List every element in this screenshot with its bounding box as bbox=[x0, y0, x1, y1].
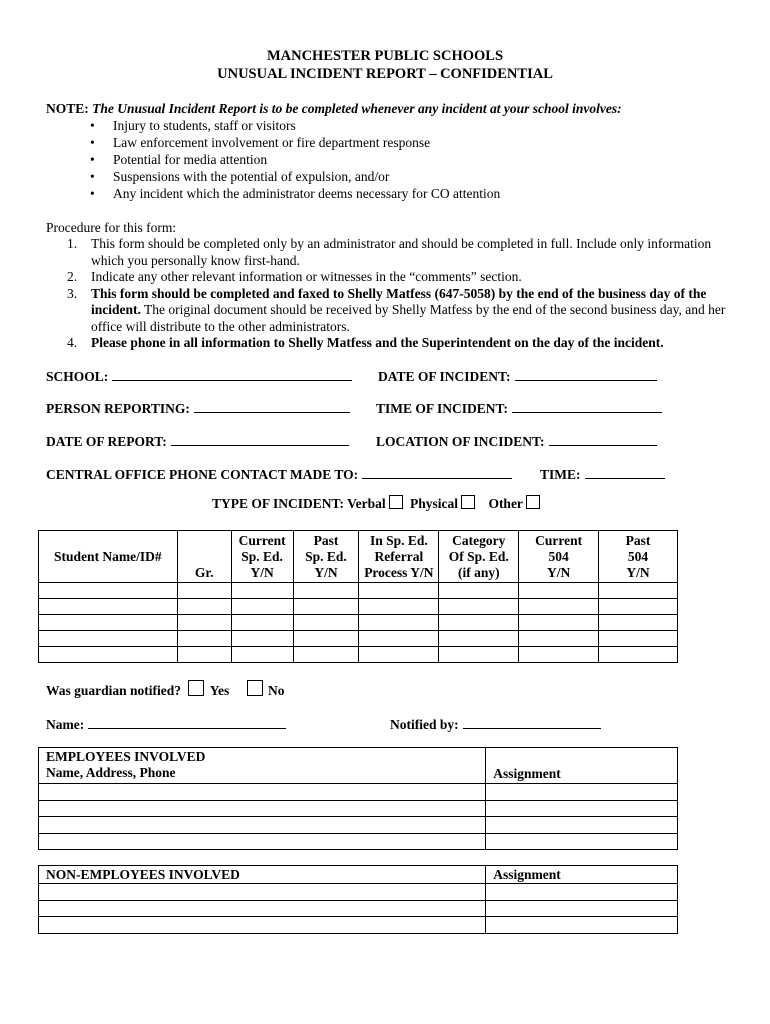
header-line-1: MANCHESTER PUBLIC SCHOOLS bbox=[266, 48, 504, 64]
table-cell[interactable] bbox=[439, 615, 519, 631]
note-bullet: • Suspensions with the potential of expulsion, and/or bbox=[90, 168, 500, 185]
person-reporting-field bbox=[46, 400, 350, 417]
table-cell[interactable] bbox=[519, 615, 599, 631]
table-cell[interactable] bbox=[439, 647, 519, 663]
note-bullets bbox=[90, 117, 500, 202]
table-cell[interactable] bbox=[231, 583, 293, 599]
table-cell[interactable] bbox=[231, 615, 293, 631]
table-cell[interactable] bbox=[519, 647, 599, 663]
time-of-incident-label: TIME OF INCIDENT: bbox=[376, 401, 509, 416]
date-of-incident-label: DATE OF INCIDENT: bbox=[378, 369, 511, 384]
notified-by-input-line[interactable] bbox=[463, 716, 601, 729]
school-input-line[interactable] bbox=[112, 368, 352, 381]
incident-type-verbal: Verbal bbox=[347, 496, 386, 511]
employees-table bbox=[38, 747, 678, 850]
header-line-2: UNUSUAL INCIDENT REPORT – CONFIDENTIAL bbox=[217, 66, 553, 82]
table-cell[interactable] bbox=[486, 833, 678, 850]
employees-title-cell bbox=[39, 748, 486, 784]
table-cell[interactable] bbox=[439, 599, 519, 615]
table-row bbox=[39, 817, 678, 834]
table-cell[interactable] bbox=[486, 800, 678, 817]
header-current-504: Current 504 Y/N bbox=[519, 531, 599, 583]
note-bullet: • Any incident which the administrator deems necessary for CO attention bbox=[90, 185, 500, 202]
table-cell[interactable] bbox=[39, 647, 178, 663]
table-cell[interactable] bbox=[599, 615, 678, 631]
table-cell[interactable] bbox=[486, 900, 678, 917]
notified-by-field bbox=[390, 716, 601, 733]
step-number: 4. bbox=[67, 335, 78, 350]
table-row bbox=[39, 884, 678, 901]
central-office-input-line[interactable] bbox=[362, 466, 512, 479]
central-office-field bbox=[46, 466, 512, 483]
table-row bbox=[39, 800, 678, 817]
table-cell[interactable] bbox=[486, 817, 678, 834]
step-text: This form should be completed only by an administrator and should be completed in full. Include only information which you personally know first-hand. bbox=[91, 236, 712, 268]
note-text: The Unusual Incident Report is to be completed whenever any incident at your school involves: bbox=[92, 101, 622, 116]
student-table bbox=[38, 530, 678, 663]
location-of-incident-input-line[interactable] bbox=[549, 433, 657, 446]
non-employees-assignment-header: Assignment bbox=[486, 866, 678, 884]
table-cell[interactable] bbox=[359, 631, 439, 647]
table-cell[interactable] bbox=[519, 583, 599, 599]
table-cell[interactable] bbox=[293, 615, 359, 631]
physical-checkbox[interactable] bbox=[461, 495, 475, 509]
table-cell[interactable] bbox=[39, 784, 486, 801]
table-cell[interactable] bbox=[359, 615, 439, 631]
non-employees-header bbox=[39, 866, 678, 884]
step-number: 1. bbox=[67, 236, 78, 251]
table-cell[interactable] bbox=[177, 647, 231, 663]
employees-assignment-header: Assignment bbox=[486, 748, 678, 784]
location-of-incident-label: LOCATION OF INCIDENT: bbox=[376, 434, 545, 449]
central-office-label: CENTRAL OFFICE PHONE CONTACT MADE TO: bbox=[46, 467, 359, 482]
student-table-header bbox=[39, 531, 678, 583]
procedure-step bbox=[67, 286, 732, 336]
table-cell[interactable] bbox=[39, 599, 178, 615]
note bbox=[46, 101, 622, 117]
procedure-step bbox=[67, 335, 732, 352]
table-cell[interactable] bbox=[39, 631, 178, 647]
header-grade: Gr. bbox=[177, 531, 231, 583]
other-checkbox[interactable] bbox=[526, 495, 540, 509]
procedure-steps bbox=[67, 236, 732, 352]
person-reporting-label: PERSON REPORTING: bbox=[46, 401, 190, 416]
time-of-incident-input-line[interactable] bbox=[512, 400, 662, 413]
date-of-report-field bbox=[46, 433, 349, 450]
table-cell[interactable] bbox=[39, 900, 486, 917]
step-number: 3. bbox=[67, 285, 78, 301]
note-label: NOTE: bbox=[46, 101, 89, 116]
table-cell[interactable] bbox=[39, 817, 486, 834]
table-cell[interactable] bbox=[231, 599, 293, 615]
note-bullet: • Injury to students, staff or visitors bbox=[90, 117, 500, 134]
table-row bbox=[39, 599, 678, 615]
table-cell[interactable] bbox=[519, 631, 599, 647]
table-cell[interactable] bbox=[177, 583, 231, 599]
procedure-step bbox=[67, 236, 732, 269]
employees-title: EMPLOYEES INVOLVED bbox=[46, 749, 206, 764]
incident-type-other: Other bbox=[488, 496, 523, 511]
date-of-report-input-line[interactable] bbox=[171, 433, 349, 446]
header-past-504: Past 504 Y/N bbox=[599, 531, 678, 583]
step-number: 2. bbox=[67, 269, 78, 284]
date-of-incident-input-line[interactable] bbox=[515, 368, 657, 381]
table-cell[interactable] bbox=[231, 631, 293, 647]
person-reporting-input-line[interactable] bbox=[194, 400, 350, 413]
note-bullet: • Potential for media attention bbox=[90, 151, 500, 168]
header-student-name: Student Name/ID# bbox=[39, 531, 178, 583]
table-cell[interactable] bbox=[293, 583, 359, 599]
table-cell[interactable] bbox=[39, 800, 486, 817]
verbal-checkbox[interactable] bbox=[389, 495, 403, 509]
employees-header bbox=[39, 748, 678, 784]
incident-type-label: TYPE OF INCIDENT: bbox=[212, 496, 345, 511]
location-of-incident-field bbox=[376, 433, 657, 450]
header-past-sped: Past Sp. Ed. Y/N bbox=[293, 531, 359, 583]
non-employees-title: NON-EMPLOYEES INVOLVED bbox=[39, 866, 486, 884]
guardian-name-input-line[interactable] bbox=[88, 716, 286, 729]
table-row bbox=[39, 583, 678, 599]
procedure-title: Procedure for this form: bbox=[46, 220, 177, 235]
table-row bbox=[39, 615, 678, 631]
table-row bbox=[39, 631, 678, 647]
date-of-incident-field bbox=[378, 368, 657, 385]
table-cell[interactable] bbox=[39, 833, 486, 850]
table-cell[interactable] bbox=[39, 917, 486, 934]
table-cell[interactable] bbox=[293, 631, 359, 647]
notified-by-label: Notified by: bbox=[390, 717, 459, 732]
table-cell[interactable] bbox=[599, 647, 678, 663]
guardian-name-field bbox=[46, 716, 286, 733]
table-cell[interactable] bbox=[293, 599, 359, 615]
step-text: Indicate any other relevant information or witnesses in the “comments” section. bbox=[91, 269, 522, 284]
non-employees-table bbox=[38, 865, 678, 934]
guardian-no-checkbox[interactable] bbox=[247, 680, 263, 696]
table-cell[interactable] bbox=[439, 631, 519, 647]
header-category: Category Of Sp. Ed. (if any) bbox=[439, 531, 519, 583]
step-text: The original document should be received by Shelly Matfess by the end of the second business day, and her office will distribute to the other administrators. bbox=[91, 302, 726, 334]
table-cell[interactable] bbox=[231, 647, 293, 663]
note-bullet: • Law enforcement involvement or fire department response bbox=[90, 134, 500, 151]
time-input-line[interactable] bbox=[585, 466, 665, 479]
table-cell[interactable] bbox=[39, 884, 486, 901]
table-cell[interactable] bbox=[177, 599, 231, 615]
guardian-row bbox=[46, 680, 285, 699]
date-of-report-label: DATE OF REPORT: bbox=[46, 434, 167, 449]
table-row bbox=[39, 647, 678, 663]
school-field bbox=[46, 368, 352, 385]
table-row bbox=[39, 900, 678, 917]
table-cell[interactable] bbox=[359, 583, 439, 599]
header-current-sped: Current Sp. Ed. Y/N bbox=[231, 531, 293, 583]
table-cell[interactable] bbox=[39, 583, 178, 599]
guardian-no-label: No bbox=[268, 683, 285, 698]
table-cell[interactable] bbox=[599, 583, 678, 599]
table-cell[interactable] bbox=[177, 631, 231, 647]
table-cell[interactable] bbox=[177, 615, 231, 631]
table-cell[interactable] bbox=[599, 631, 678, 647]
guardian-yes-checkbox[interactable] bbox=[188, 680, 204, 696]
time-field bbox=[540, 466, 665, 483]
table-cell[interactable] bbox=[599, 599, 678, 615]
table-cell[interactable] bbox=[439, 583, 519, 599]
table-cell[interactable] bbox=[359, 647, 439, 663]
incident-type-physical: Physical bbox=[410, 496, 459, 511]
table-cell[interactable] bbox=[486, 884, 678, 901]
incident-type-row bbox=[212, 495, 540, 512]
step-bold-text: Please phone in all information to Shelly Matfess and the Superintendent on the day of the incident. bbox=[91, 335, 664, 350]
guardian-name-label: Name: bbox=[46, 717, 85, 732]
table-cell[interactable] bbox=[519, 599, 599, 615]
table-cell[interactable] bbox=[293, 647, 359, 663]
table-cell[interactable] bbox=[359, 599, 439, 615]
step-bold-text: This form should be completed and faxed to Shelly Matfess (647-5058) by the end of the business day of the incident. bbox=[91, 285, 707, 317]
employees-subtitle: Name, Address, Phone bbox=[46, 765, 176, 780]
table-row bbox=[39, 784, 678, 801]
table-row bbox=[39, 917, 678, 934]
table-cell[interactable] bbox=[486, 917, 678, 934]
table-cell[interactable] bbox=[486, 784, 678, 801]
procedure-step bbox=[67, 269, 732, 286]
school-label: SCHOOL: bbox=[46, 369, 109, 384]
guardian-question: Was guardian notified? bbox=[46, 683, 182, 698]
table-row bbox=[39, 833, 678, 850]
guardian-yes-label: Yes bbox=[209, 683, 230, 698]
table-cell[interactable] bbox=[39, 615, 178, 631]
time-label: TIME: bbox=[540, 467, 581, 482]
time-of-incident-field bbox=[376, 400, 662, 417]
header-referral: In Sp. Ed. Referral Process Y/N bbox=[359, 531, 439, 583]
